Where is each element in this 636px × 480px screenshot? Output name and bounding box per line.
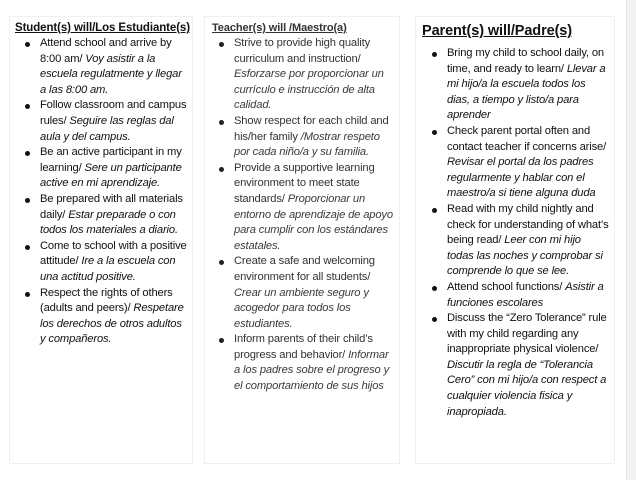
item-spanish: Llevar a mi hijo/a la escuela todos los dias, a tiempo y listo/a para aprender <box>447 62 606 122</box>
item-english: Provide a supportive learning environment to meet state standards/ <box>234 161 375 205</box>
item-english: Bring my child to school daily, on time, and ready to learn/ <box>447 47 604 75</box>
teachers-header: Teacher(s) will /Maestro(a) <box>212 22 347 34</box>
list-item <box>234 161 395 255</box>
item-english: Strive to provide high quality curriculum and instruction/ <box>234 37 371 65</box>
item-spanish: Voy asistir a la escuela regulatmente y llegar a las 8:00 am. <box>40 52 182 96</box>
item-spanish: Seguire las reglas dal aula y del campus. <box>40 114 174 143</box>
students-column <box>9 16 193 464</box>
item-english: Show respect for each child and his/her family <box>234 114 389 143</box>
list-item <box>40 145 188 192</box>
item-english: Attend school and arrive by 8:00 am/ <box>40 37 172 65</box>
students-header: Student(s) will/Los Estudiante(s) <box>15 22 190 34</box>
item-spanish: Leer con mi hijo todas las noches y comprobar si comprende lo que se lee. <box>447 234 603 278</box>
item-spanish: Sere un participante active en mi aprendizaje. <box>40 161 182 190</box>
item-spanish: Informar a los padres sobre el progreso y el comportamiento de sus hijos <box>234 348 390 393</box>
list-item <box>40 36 188 98</box>
list-item <box>234 254 395 332</box>
item-spanish: Crear un ambiente seguro y acogedor para todos los estudiantes. <box>234 286 369 330</box>
parents-list <box>416 39 614 420</box>
item-spanish: Respetare los derechos de otros adultos y compañeros. <box>40 302 184 346</box>
item-english: Follow classroom and campus rules/ <box>40 99 187 127</box>
item-spanish: Revisar el portal da los padres regularmente y hablar con el maestro/a si tiene alguna duda <box>447 156 596 200</box>
item-spanish: Ire a la escuela con una actitud positive. <box>40 255 176 283</box>
list-item <box>40 239 188 286</box>
item-spanish: Discutir la regla de “Tolerancia Cero” con mi hijo/a con respect a cualquier violencia fisica y inapropiada. <box>447 358 607 418</box>
list-item <box>447 46 610 124</box>
page-edge-strip <box>626 0 636 480</box>
teachers-list <box>205 34 399 395</box>
list-item <box>40 192 188 239</box>
item-english: Discuss the “Zero Tolerance” rule with my child regarding any inappropriate physical violence/ <box>447 312 607 356</box>
parents-header: Parent(s) will/Padre(s) <box>422 23 572 39</box>
list-item <box>447 124 610 202</box>
students-list <box>10 34 192 348</box>
item-spanish: Asistir a funciones escolares <box>447 280 604 309</box>
parents-column <box>415 16 615 464</box>
list-item <box>234 114 395 161</box>
item-english: Inform parents of their child’s progress and behavior/ <box>234 333 373 361</box>
teachers-column <box>204 16 400 464</box>
list-item <box>447 202 610 280</box>
item-spanish: Estar preparade o con todos los materiales a diario. <box>40 208 178 237</box>
item-english: Be prepared with all materials daily/ <box>40 192 183 221</box>
list-item <box>40 286 188 348</box>
list-item <box>234 36 395 114</box>
item-spanish: Proporcionar un entorno de aprendizaje de apoyo para cumplir con los estándares estatales. <box>234 192 393 252</box>
item-english: Come to school with a positive attitude/ <box>40 239 187 268</box>
item-english: Be an active participant in my learning/ <box>40 146 182 174</box>
list-item <box>447 311 610 420</box>
list-item <box>447 280 610 311</box>
item-english: Create a safe and welcoming environment for all students/ <box>234 255 375 283</box>
item-english: Respect the rights of others (adults and peers)/ <box>40 286 173 315</box>
item-english: Read with my child nightly and check for understanding of what’s being read/ <box>447 202 609 247</box>
item-spanish: Esforzarse por proporcionar un currículo e instrucción de alta calidad. <box>234 68 384 112</box>
list-item <box>40 98 188 145</box>
item-english: Attend school functions/ <box>447 280 566 293</box>
list-item <box>234 332 395 394</box>
item-english: Check parent portal often and contact teacher if concerns arise/ <box>447 124 607 153</box>
item-spanish: /Mostrar respeto por cada niño/a y su familia. <box>234 130 380 159</box>
